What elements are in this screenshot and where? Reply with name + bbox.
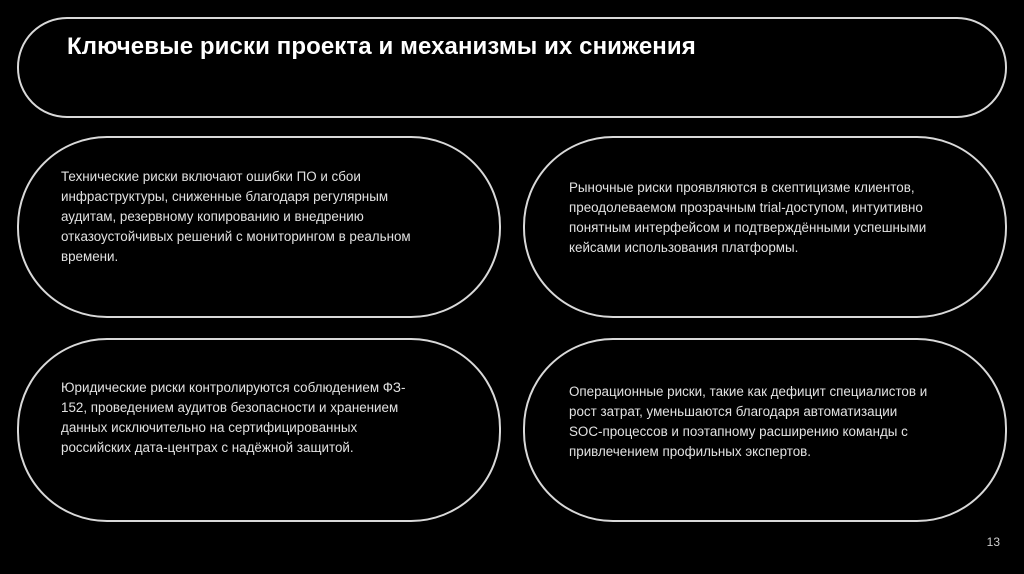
text-line: привлечением профильных экспертов. bbox=[569, 444, 811, 459]
text-line: аудитам, резервному копированию и внедрению bbox=[61, 209, 364, 224]
technical-risks-card bbox=[17, 136, 501, 318]
text-line: 152, проведением аудитов безопасности и хранением bbox=[61, 400, 399, 415]
slide-title: Ключевые риски проекта и механизмы их снижения bbox=[67, 33, 696, 60]
text-line: Технические риски включают ошибки ПО и сбои bbox=[61, 169, 361, 184]
text-line: времени. bbox=[61, 249, 119, 264]
text-line: рост затрат, уменьшаются благодаря автоматизации bbox=[569, 404, 898, 419]
market-risks-card bbox=[523, 136, 1007, 318]
text-line: российских дата-центрах с надёжной защитой. bbox=[61, 440, 354, 455]
title-box bbox=[17, 17, 1007, 118]
text-line: Юридические риски контролируются соблюдением ФЗ- bbox=[61, 380, 406, 395]
text-line: преодолеваемом прозрачным trial-доступом, интуитивно bbox=[569, 200, 923, 215]
technical-risks-text bbox=[61, 167, 461, 267]
text-line: понятным интерфейсом и подтверждёнными успешными bbox=[569, 220, 927, 235]
legal-risks-text bbox=[61, 378, 461, 458]
market-risks-text bbox=[569, 178, 969, 258]
operational-risks-text bbox=[569, 382, 969, 462]
operational-risks-card bbox=[523, 338, 1007, 522]
text-line: Операционные риски, такие как дефицит специалистов и bbox=[569, 384, 928, 399]
text-line: инфраструктуры, сниженные благодаря регулярным bbox=[61, 189, 389, 204]
text-line: SOC-процессов и поэтапному расширению команды с bbox=[569, 424, 908, 439]
legal-risks-card bbox=[17, 338, 501, 522]
page-number: 13 bbox=[986, 535, 1000, 549]
text-line: отказоустойчивых решений с мониторингом в реальном bbox=[61, 229, 411, 244]
text-line: кейсами использования платформы. bbox=[569, 240, 799, 255]
text-line: данных исключительно на сертифицированных bbox=[61, 420, 358, 435]
text-line: Рыночные риски проявляются в скептицизме клиентов, bbox=[569, 180, 915, 195]
